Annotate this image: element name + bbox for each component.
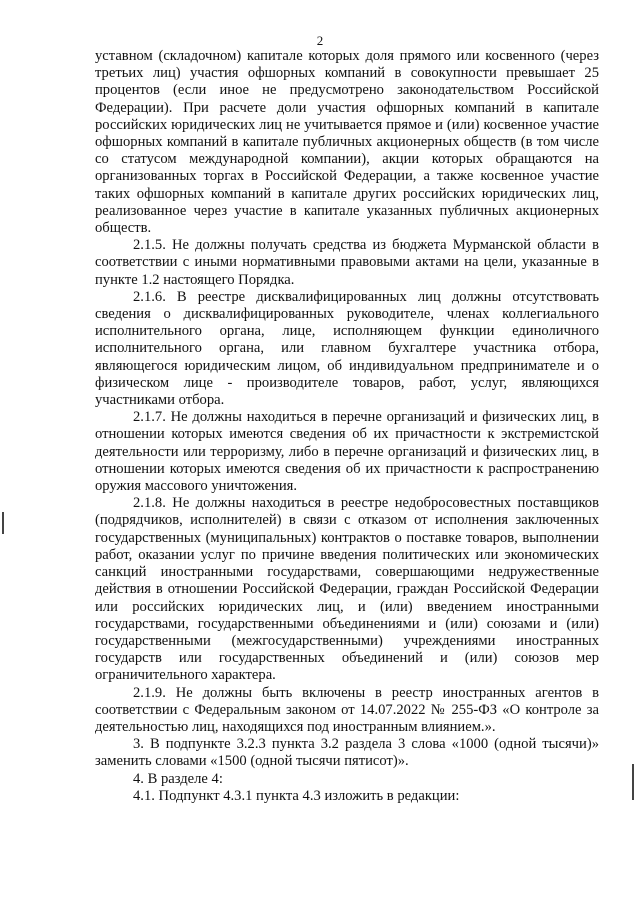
page-number: 2 <box>316 33 324 48</box>
paragraph-3: 3. В подпункте 3.2.3 пункта 3.2 раздела 3 слова «1000 (одной тысячи)» заменить словами «1500 (одной тысячи пятисот)». <box>95 736 599 770</box>
paragraph-2-1-8: 2.1.8. Не должны находиться в реестре недобросовестных поставщиков (подрядчиков, исполнителей) в связи с отказом от исполнения заключенных государственных (муниципальных) контрактов о поставке товаров, выполнении работ, оказании услуг по причине введения политических или экономических санкций иностранными государствами, совершающими недружественные действия в отношении Российской Федерации, граждан Российской Федерации или российских юридических лиц, и (или) введением иностранными государствами, государственными объединениями и (или) союзами и (или) государственными (межгосударственными) учреждениями иностранных государств или государственных объединений и (или) союзов мер ограничительного характера. <box>95 495 599 684</box>
paragraph-4-1: 4.1. Подпункт 4.3.1 пункта 4.3 изложить в редакции: <box>133 787 460 804</box>
paragraph-2-1-5: 2.1.5. Не должны получать средства из бюджета Мурманской области в соответствии с иными нормативными правовыми актами на цели, указанные в пункте 1.2 настоящего Порядка. <box>95 237 599 288</box>
paragraph-2-1-6: 2.1.6. В реестре дисквалифицированных лиц должны отсутствовать сведения о дисквалифицированных руководителе, членах коллегиального исполнительного органа, лице, исполняющем функции единоличного исполнительного органа, или главном бухгалтере участника отбора, являющегося юридическим лицом, об индивидуальном предпринимателе и о физическом лице - производителе товаров, работ, услуг, являющихся участниками отбора. <box>95 288 599 409</box>
document-body <box>95 48 599 805</box>
paragraph-4: 4. В разделе 4: <box>133 770 223 787</box>
paragraph-2-1-7: 2.1.7. Не должны находиться в перечне организаций и физических лиц, в отношении которых имеются сведения об их причастности к экстремистской деятельности или терроризму, либо в перечне организаций и физических лиц, в отношении которых имеются сведения об их причастности к распространению оружия массового уничтожения. <box>95 409 599 495</box>
paragraph-2-1-9: 2.1.9. Не должны быть включены в реестр иностранных агентов в соответствии с Федеральным законом от 14.07.2022 № 255-ФЗ «О контроле за деятельностью лиц, находящихся под иностранным влиянием.». <box>95 684 599 735</box>
paragraph-continuation: уставном (складочном) капитале которых доля прямого или косвенного (через третьих лиц) участия офшорных компаний в совокупности превышает 25 процентов (если иное не предусмотрено законодательством Российской Федерации). При расчете доли участия офшорных компаний в капитале российских юридических лиц не учитывается прямое и (или) косвенное участие офшорных компаний в капитале публичных акционерных обществ (в том числе со статусом международной компании), акции которых обращаются на организованных торгах в Российской Федерации, а также косвенное участие таких офшорных компаний в капитале других российских юридических лиц, реализованное через участие в капитале указанных публичных акционерных обществ. <box>95 48 599 237</box>
scan-edge-mark-right <box>632 764 634 800</box>
scan-edge-mark-left <box>2 512 4 534</box>
